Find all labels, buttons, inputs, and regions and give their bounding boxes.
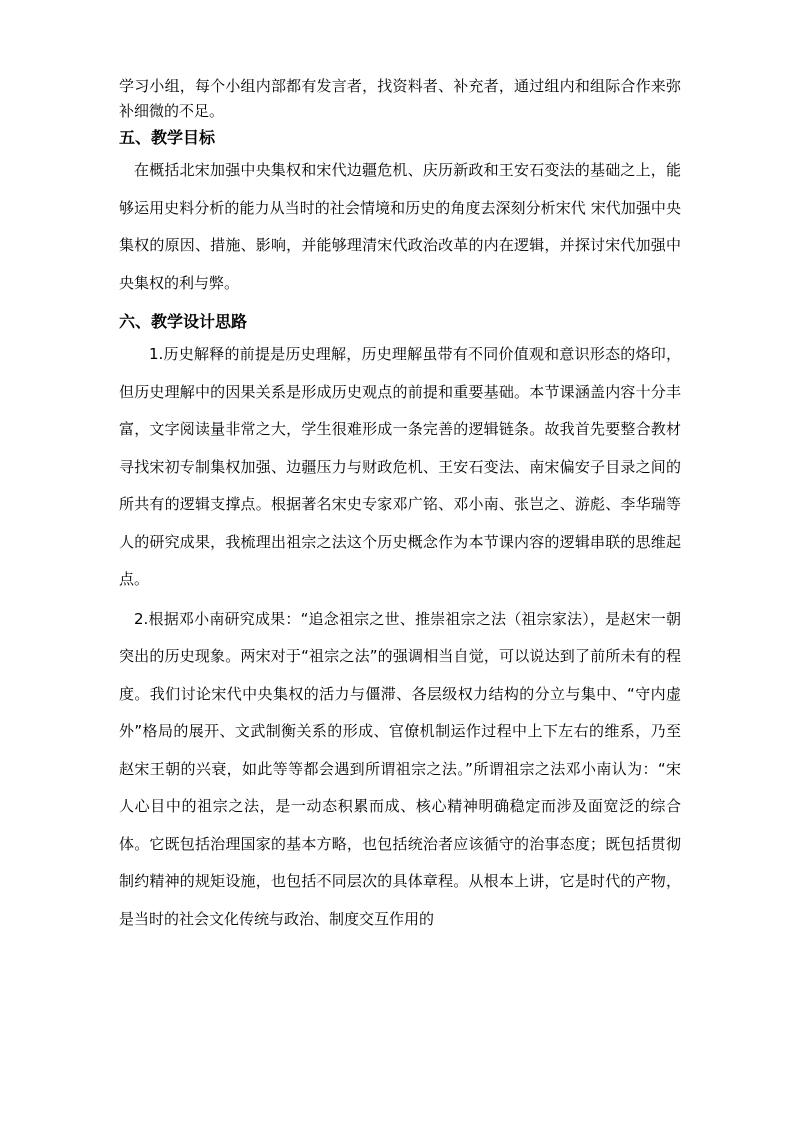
section-heading-teaching-objectives: 五、教学目标 [119, 128, 216, 147]
intro-paragraph: 学习小组，每个小组内部都有发言者，找资料者、补充者，通过组内和组际合作来弥补细微的不足。 [119, 77, 681, 120]
design-ideas-paragraph-2: 2.根据邓小南研究成果：“追念祖宗之世、推崇祖宗之法（祖宗家法），是赵宋一朝突出的历史现象。两宋对于“祖宗之法”的强调相当自觉，可以说达到了前所未有的程度。我们讨论宋代中央集权的活力与僵滞、各层级权力结构的分立与集中、“守内虚外”格局的展开、文武制衡关系的形成、官僚机制运作过程中上下左右的维系，乃至赵宋王朝的兴衰，如此等等都会遇到所谓祖宗之法。”所谓祖宗之法邓小南认为：“宋人心目中的祖宗之法，是一动态积累而成、核心精神明确稳定而涉及面宽泛的综合体。它既包括治理国家的基本方略，也包括统治者应该循守的治事态度；既包括贯彻制约精神的规矩设施，也包括不同层次的具体章程。从根本上讲，它是时代的产物，是当时的社会文化传统与政治、制度交互作用的 [119, 609, 681, 928]
document-body [119, 74, 681, 938]
design-ideas-paragraph-1: 1.历史解释的前提是历史理解，历史理解虽带有不同价值观和意识形态的烙印，但历史理解中的因果关系是形成历史观点的前提和重要基础。本节课涵盖内容十分丰富，文字阅读量非常之大，学生很难形成一条完善的逻辑链条。故我首先要整合教材寻找宋初专制集权加强、边疆压力与财政危机、王安石变法、南宋偏安子目录之间的所共有的逻辑支撑点。根据著名宋史专家邓广铭、邓小南、张岂之、游彪、李华瑞等人的研究成果，我梳理出祖宗之法这个历史概念作为本节课内容的逻辑串联的思维起点。 [119, 345, 681, 588]
section-heading-design-ideas: 六、教学设计思路 [119, 312, 248, 331]
teaching-objectives-paragraph: 在概括北宋加强中央集权和宋代边疆危机、庆历新政和王安石变法的基础之上，能够运用史料分析的能力从当时的社会情境和历史的角度去深刻分析宋代 宋代加强中央集权的原因、措施、影响，并能够理清宋代政治改革的内在逻辑，并探讨宋代加强中央集权的利与弊。 [119, 161, 681, 292]
